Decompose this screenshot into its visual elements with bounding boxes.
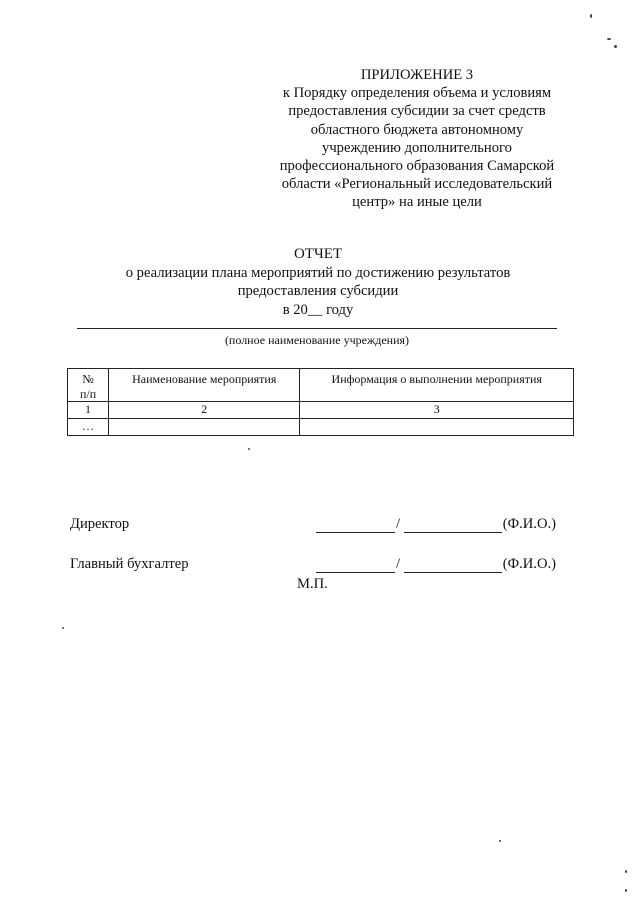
scan-speck [62, 627, 64, 629]
header-number-line2: п/п [79, 386, 97, 401]
scan-speck [625, 889, 627, 892]
appendix-line: центр» на иные цели [352, 194, 482, 211]
appendix-line: профессионального образования Самарской [279, 158, 555, 175]
report-year: в 20__ году [282, 301, 354, 318]
appendix-line: предоставления субсидии за счет средств [288, 103, 546, 120]
accountant-signature-block [70, 556, 556, 576]
organization-caption: (полное наименование учреждения) [224, 333, 410, 347]
header-activity-name: Наименование мероприятия [109, 369, 300, 402]
separator: / [396, 516, 401, 532]
director-signature-block [70, 516, 556, 536]
accountant-role: Главный бухгалтер [70, 556, 189, 572]
table-numbering-row [68, 402, 574, 419]
separator: / [396, 556, 401, 572]
report-subtitle: предоставления субсидии [237, 283, 399, 299]
table-cell [300, 419, 574, 436]
director-signature-field [316, 516, 502, 533]
table-cell [109, 419, 300, 436]
scan-speck [499, 840, 501, 842]
name-line [404, 532, 502, 533]
table-row [68, 419, 574, 436]
name-line [404, 572, 502, 573]
table-cell: 3 [300, 402, 574, 419]
appendix-title: ПРИЛОЖЕНИЕ 3 [360, 67, 474, 83]
activities-table [67, 368, 574, 436]
organization-name-line [77, 328, 557, 329]
scan-speck [607, 38, 611, 40]
director-role: Директор [70, 516, 130, 532]
appendix-line: области «Региональный исследовательский [281, 176, 553, 193]
table-cell: … [68, 419, 109, 436]
director-fio: (Ф.И.О.) [502, 516, 556, 532]
header-number-line1: № [82, 372, 94, 386]
report-heading [60, 245, 576, 319]
stamp-place: М.П. [297, 576, 328, 592]
signature-line [316, 532, 395, 533]
scan-speck [248, 448, 250, 450]
accountant-signature-field [316, 556, 502, 573]
header-number [68, 369, 109, 402]
header-activity-info: Информация о выполнении мероприятия [300, 369, 574, 402]
scan-speck [590, 14, 592, 18]
accountant-fio: (Ф.И.О.) [502, 556, 556, 572]
table-header-row [68, 369, 574, 402]
report-subtitle: о реализации плана мероприятий по достижению результатов [125, 264, 511, 281]
appendix-line: к Порядку определения объема и условиям [282, 85, 552, 102]
appendix-line: областного бюджета автономному [310, 121, 524, 138]
appendix-header [268, 66, 566, 212]
scan-speck [614, 45, 617, 48]
scan-speck [625, 870, 627, 873]
signature-line [316, 572, 395, 573]
table-cell: 1 [68, 402, 109, 419]
table-cell: 2 [109, 402, 300, 419]
report-title: ОТЧЕТ [293, 246, 343, 262]
appendix-line: учреждению дополнительного [322, 139, 512, 156]
